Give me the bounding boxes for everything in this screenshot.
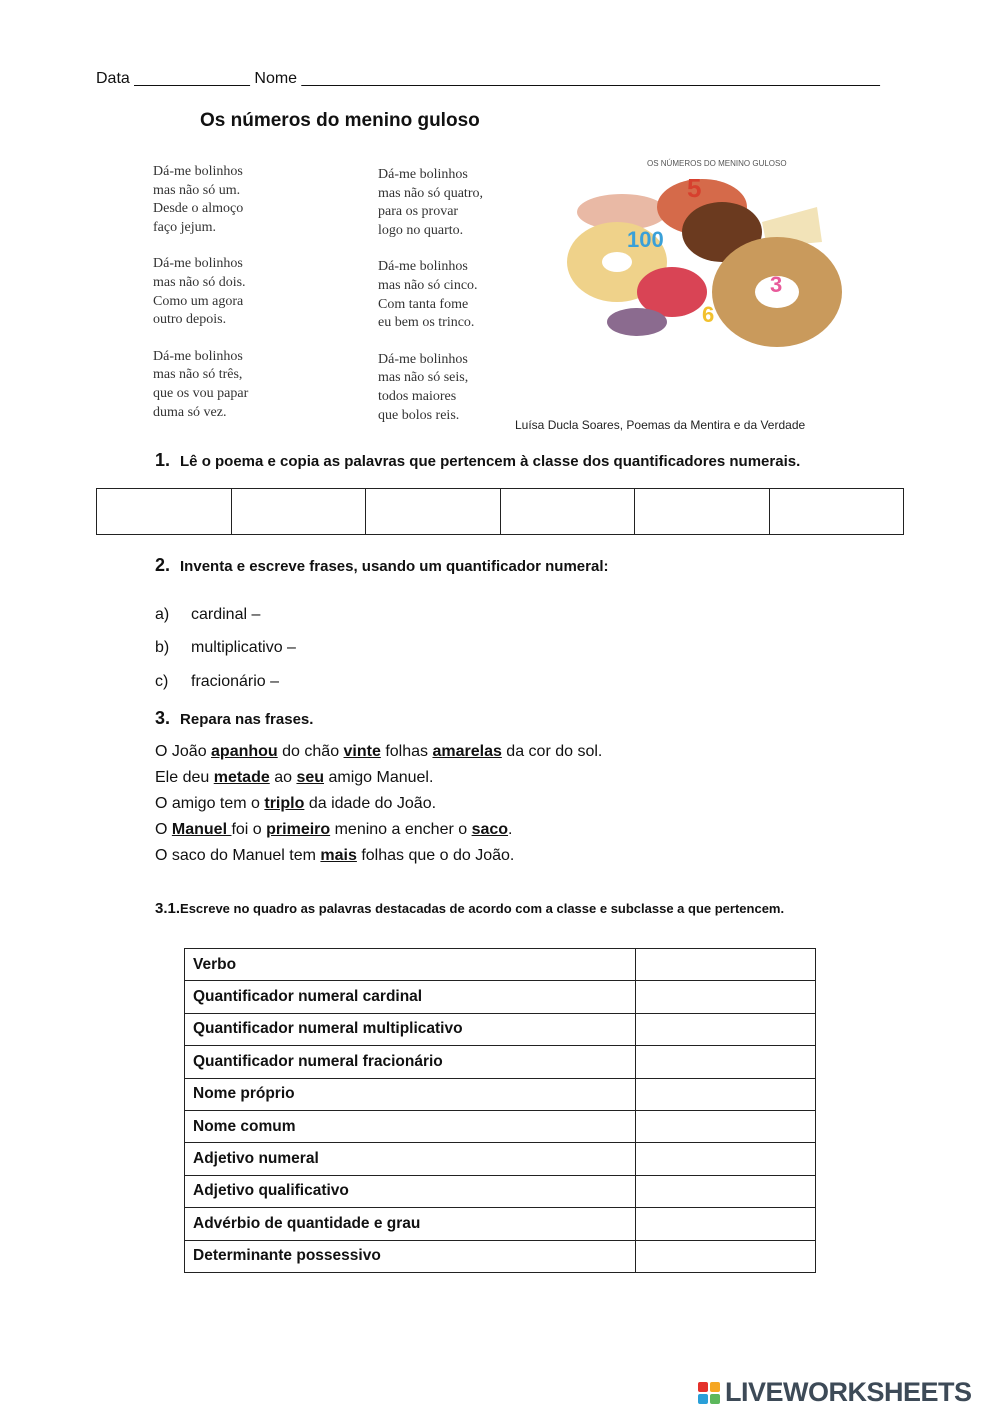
- logo-tile: [698, 1382, 708, 1392]
- poem-column-1: [153, 163, 248, 440]
- pastries-illustration: [562, 152, 852, 367]
- question-3-1-number: 3.1.: [155, 900, 181, 917]
- number-3-figure: 3: [770, 272, 783, 297]
- answer-cell[interactable]: [636, 1240, 816, 1272]
- highlighted-word: apanhou: [211, 743, 278, 760]
- poem-line: eu bem os trinco.: [378, 315, 475, 331]
- sentence-text: amigo Manuel.: [324, 769, 434, 786]
- highlighted-word: primeiro: [266, 821, 331, 838]
- poem-line: outro depois.: [153, 312, 227, 328]
- poem-line: mas não só dois.: [153, 274, 246, 290]
- highlighted-word: mais: [320, 847, 357, 864]
- poem-line: mas não só cinco.: [378, 277, 478, 293]
- sentence-text: O João: [155, 743, 212, 760]
- highlighted-word: metade: [213, 769, 270, 786]
- answer-cell[interactable]: [635, 489, 770, 535]
- class-label: Quantificador numeral multiplicativo: [185, 1013, 636, 1045]
- poem-line: mas não só quatro,: [378, 185, 483, 201]
- pastries-image: [562, 152, 852, 367]
- table-row: [185, 1175, 816, 1207]
- question-3-1: [155, 900, 784, 917]
- answer-cell[interactable]: [636, 1046, 816, 1078]
- poem-line: mas não só três,: [153, 367, 243, 383]
- poem-line: Dá-me bolinhos: [153, 348, 243, 364]
- poem-line: mas não só seis,: [378, 370, 469, 386]
- question-3: [155, 708, 313, 729]
- header-line: [96, 70, 880, 88]
- sentence-text: .: [508, 821, 513, 838]
- poem-line: faço jejum.: [153, 219, 216, 235]
- class-label: Nome próprio: [185, 1078, 636, 1110]
- table-row: [185, 1078, 816, 1110]
- sentence-text: O amigo tem o: [155, 795, 265, 812]
- sentence-text: foi o: [231, 821, 267, 838]
- poem-column-2: [378, 166, 483, 443]
- sentence-text: da idade do João.: [304, 795, 437, 812]
- table-row: [185, 1143, 816, 1175]
- number-100-figure: 100: [627, 227, 664, 252]
- poem-line: logo no quarto.: [378, 222, 464, 238]
- question-2-number: 2.: [155, 555, 171, 575]
- question-2-text: Inventa e escreve frases, usando um quantificador numeral:: [180, 558, 609, 575]
- poem-stanza: [378, 258, 483, 332]
- poem-line: para os provar: [378, 204, 459, 220]
- answer-cell[interactable]: [636, 981, 816, 1013]
- sentence-text: ao: [269, 769, 297, 786]
- candies-shape: [607, 308, 667, 336]
- answer-cell[interactable]: [636, 1143, 816, 1175]
- answer-cell[interactable]: [636, 1175, 816, 1207]
- sentence: [155, 739, 602, 765]
- question-1-number: 1.: [155, 450, 171, 470]
- sentence-text: da cor do sol.: [501, 743, 603, 760]
- question-3-number: 3.: [155, 708, 171, 728]
- poem-line: Desde o almoço: [153, 201, 244, 217]
- poem-line: Com tanta fome: [378, 296, 469, 312]
- answer-cell[interactable]: [769, 489, 904, 535]
- answer-cell[interactable]: [636, 1013, 816, 1045]
- sentence: [155, 817, 602, 843]
- class-label: Determinante possessivo: [185, 1240, 636, 1272]
- poem-line: Dá-me bolinhos: [378, 259, 468, 275]
- nome-label: Nome: [254, 70, 298, 87]
- table-row: [185, 1208, 816, 1240]
- highlighted-word: triplo: [264, 795, 305, 812]
- poem-line: Dá-me bolinhos: [378, 167, 468, 182]
- sentence: [155, 843, 602, 869]
- answer-cell[interactable]: [366, 489, 501, 535]
- class-label: Verbo: [185, 949, 636, 981]
- option-label: c): [155, 673, 169, 690]
- page-title: Os números do menino guloso: [200, 110, 480, 131]
- poem-line: Como um agora: [153, 293, 244, 309]
- answer-cell[interactable]: [500, 489, 635, 535]
- logo-tile: [710, 1382, 720, 1392]
- sentence-text: folhas: [380, 743, 433, 760]
- table-row: [185, 981, 816, 1013]
- sentence-text: folhas que o do João.: [356, 847, 515, 864]
- highlighted-word: vinte: [343, 743, 381, 760]
- poem-credit: Luísa Ducla Soares, Poemas da Mentira e da Verdade: [515, 418, 806, 432]
- option-fracionario[interactable]: [155, 673, 279, 691]
- option-text: fracionário –: [191, 673, 280, 690]
- table-row: [185, 949, 816, 981]
- answer-cell[interactable]: [636, 1110, 816, 1142]
- sentence-text: O: [155, 821, 172, 838]
- poem-line: Dá-me bolinhos: [153, 164, 243, 179]
- poem-line: Dá-me bolinhos: [153, 256, 243, 272]
- logo-tile: [710, 1394, 720, 1404]
- nome-blank[interactable]: _________________________________________________________________: [301, 70, 880, 87]
- table-row: [185, 1013, 816, 1045]
- option-text: multiplicativo –: [191, 639, 296, 656]
- data-label: Data: [96, 70, 130, 87]
- logo-tiles: [698, 1382, 720, 1404]
- option-multiplicativo[interactable]: [155, 639, 296, 657]
- question-1-text: Lê o poema e copia as palavras que pertencem à classe dos quantificadores numerais.: [180, 453, 801, 470]
- question-2: [155, 555, 609, 576]
- sentence-text: menino a encher o: [330, 821, 472, 838]
- table-row: [185, 1110, 816, 1142]
- answer-cell[interactable]: [97, 489, 232, 535]
- poem-line: que bolos reis.: [378, 407, 460, 423]
- highlighted-word: Manuel: [171, 821, 232, 838]
- image-caption: OS NÚMEROS DO MENINO GULOSO: [647, 159, 787, 168]
- answer-cell[interactable]: [636, 949, 816, 981]
- question-3-text: Repara nas frases.: [180, 711, 314, 728]
- class-label: Quantificador numeral cardinal: [185, 981, 636, 1013]
- question-1: [155, 450, 800, 471]
- sentence-text: do chão: [277, 743, 344, 760]
- poem-stanza: [153, 163, 248, 237]
- poem-line: duma só vez.: [153, 404, 227, 420]
- class-label: Advérbio de quantidade e grau: [185, 1208, 636, 1240]
- question-3-1-text: Escreve no quadro as palavras destacadas de acordo com a classe e subclasse a que pertencem.: [180, 901, 785, 916]
- poem-line: que os vou papar: [153, 385, 249, 401]
- class-label: Adjetivo numeral: [185, 1143, 636, 1175]
- highlighted-word: seu: [296, 769, 325, 786]
- sentence: [155, 791, 602, 817]
- number-6-figure: 6: [702, 302, 715, 327]
- poem-line: Dá-me bolinhos: [378, 351, 468, 367]
- class-label: Quantificador numeral fracionário: [185, 1046, 636, 1078]
- table-row: [185, 1046, 816, 1078]
- poem-stanza: [153, 348, 248, 422]
- class-label: Adjetivo qualificativo: [185, 1175, 636, 1207]
- option-cardinal[interactable]: [155, 606, 260, 624]
- table-row: [185, 1240, 816, 1272]
- option-label: b): [155, 639, 170, 656]
- logo-text: LIVEWORKSHEETS: [725, 1377, 972, 1407]
- poem-stanza: [153, 255, 248, 329]
- sentence-text: O saco do Manuel tem: [155, 847, 321, 864]
- option-text: cardinal –: [191, 606, 261, 623]
- sentence-text: Ele deu: [155, 769, 214, 786]
- highlighted-word: amarelas: [432, 743, 502, 760]
- logo-tile: [698, 1394, 708, 1404]
- poem-stanza: [378, 166, 483, 240]
- answer-cell[interactable]: [636, 1078, 816, 1110]
- number-5-figure: 5: [687, 173, 702, 203]
- data-blank[interactable]: _____________: [134, 70, 250, 87]
- poem-line: mas não só um.: [153, 182, 241, 198]
- highlighted-word: saco: [471, 821, 509, 838]
- option-label: a): [155, 606, 170, 623]
- answer-cell[interactable]: [636, 1208, 816, 1240]
- answer-cell[interactable]: [231, 489, 366, 535]
- class-label: Nome comum: [185, 1110, 636, 1142]
- liveworksheets-logo: [698, 1377, 972, 1408]
- poem-line: todos maiores: [378, 388, 457, 404]
- sentences-block: [155, 739, 602, 869]
- poem-stanza: [378, 351, 483, 425]
- classification-table: [184, 948, 816, 1273]
- sentence: [155, 765, 602, 791]
- answer-grid: [96, 488, 904, 535]
